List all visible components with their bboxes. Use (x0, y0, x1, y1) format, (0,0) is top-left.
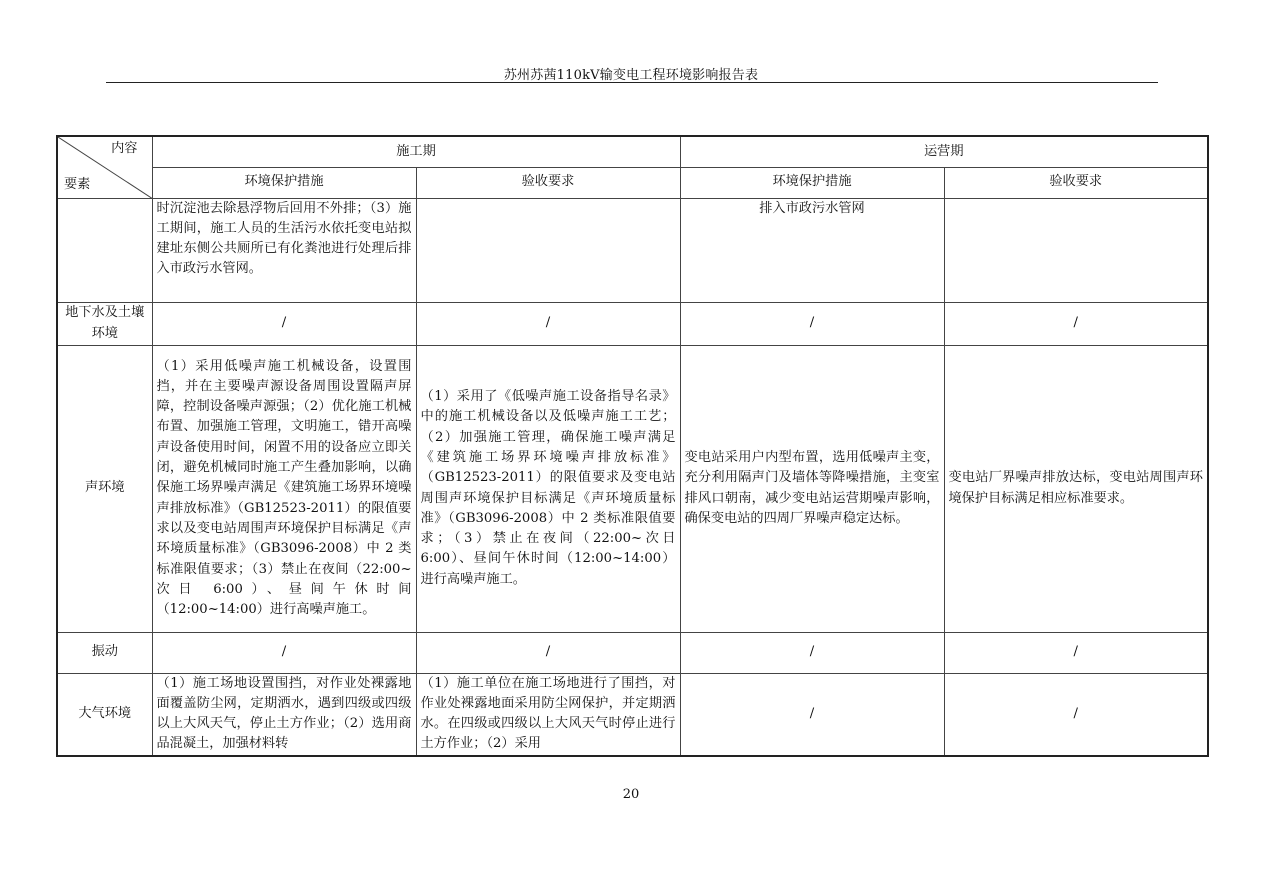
construction-acceptance-cell: （1）采用了《低噪声施工设备指导名录》中的施工机械设备以及低噪声施工工艺；（2）加强施工管理，确保施工噪声满足《建筑施工场界环境噪声排放标准》（GB12523-2011）的限值要求及变电站周围声环境保护目标满足《声环境质量标准》（GB3096-2008）中 2 类标准限值要求；（3）禁止在夜间（22:00~次日 6:00）、昼间午休时间（12:00~14:00）进行高噪声施工。 (416, 345, 680, 632)
row-element-cell: 声环境 (57, 345, 152, 632)
construction-measures-cell: 时沉淀池去除悬浮物后回用不外排；（3）施工期间，施工人员的生活污水依托变电站拟建址东侧公共厕所已有化粪池进行处理后排入市政污水管网。 (152, 198, 416, 302)
construction-measures-cell: （1）采用低噪声施工机械设备，设置围挡，并在主要噪声源设备周围设置隔声屏障，控制设备噪声源强；（2）优化施工机械布置、加强施工管理，文明施工，错开高噪声设备使用时间，闲置不用的设备应立即关闭，避免机械同时施工产生叠加影响，以确保施工场界噪声满足《建筑施工场界环境噪声排放标准》（GB12523-2011）的限值要求以及变电站周围声环境保护目标满足《声环境质量标准》（GB3096-2008）中 2 类标准限值要求；（3）禁止在夜间（22:00~次日 6:00）、昼间午休时间（12:00~14:00）进行高噪声施工。 (152, 345, 416, 632)
construction-acceptance-cell (416, 198, 680, 302)
construction-measures-cell: （1）施工场地设置围挡，对作业处裸露地面覆盖防尘网，定期洒水，遇到四级或四级以上大风天气，停止土方作业；（2）选用商品混凝土，加强材料转 (152, 673, 416, 756)
corner-label-element: 要素 (64, 177, 91, 193)
corner-label-content: 内容 (111, 141, 138, 156)
operation-measures-cell: 变电站采用户内型布置，选用低噪声主变，充分利用隔声门及墙体等降噪措施，主变室排风口朝南，减少变电站运营期噪声影响，确保变电站的四周厂界噪声稳定达标。 (680, 345, 944, 632)
document-header-title: 苏州苏茜110kV输变电工程环境影响报告表 (503, 68, 759, 83)
operation-measures-cell: / (680, 632, 944, 673)
table-row (57, 198, 1208, 302)
construction-measures-cell: / (152, 302, 416, 345)
row-element-cell (57, 198, 152, 302)
operation-acceptance-cell: / (944, 302, 1208, 345)
construction-phase-header: 施工期 (152, 136, 680, 167)
operation-acceptance-cell: / (944, 673, 1208, 756)
operation-measures-cell: 排入市政污水管网 (680, 198, 944, 302)
table-row (57, 632, 1208, 673)
row-element-cell: 地下水及土壤环境 (57, 302, 152, 345)
construction-measures-cell: / (152, 632, 416, 673)
operation-acceptance-cell: 变电站厂界噪声排放达标，变电站周围声环境保护目标满足相应标准要求。 (944, 345, 1208, 632)
operation-measures-cell: / (680, 673, 944, 756)
header-rule (106, 82, 1158, 83)
operation-acceptance-cell (944, 198, 1208, 302)
table-row (57, 673, 1208, 756)
operation-measures-cell: / (680, 302, 944, 345)
operation-acceptance-cell: / (944, 632, 1208, 673)
operation-phase-header: 运营期 (680, 136, 1208, 167)
corner-header-cell (57, 136, 152, 198)
operation-measures-header: 环境保护措施 (680, 167, 944, 198)
table-row (57, 345, 1208, 632)
row-element-cell: 振动 (57, 632, 152, 673)
row-element-cell: 大气环境 (57, 673, 152, 756)
construction-acceptance-cell: / (416, 632, 680, 673)
construction-acceptance-header: 验收要求 (416, 167, 680, 198)
environmental-measures-table (56, 135, 1209, 757)
operation-acceptance-header: 验收要求 (944, 167, 1208, 198)
construction-acceptance-cell: / (416, 302, 680, 345)
page-number: 20 (622, 787, 640, 802)
construction-acceptance-cell: （1）施工单位在施工场地进行了围挡，对作业处裸露地面采用防尘网保护，并定期洒水。在四级或四级以上大风天气时停止进行土方作业；（2）采用 (416, 673, 680, 756)
table-row (57, 302, 1208, 345)
construction-measures-header: 环境保护措施 (152, 167, 416, 198)
